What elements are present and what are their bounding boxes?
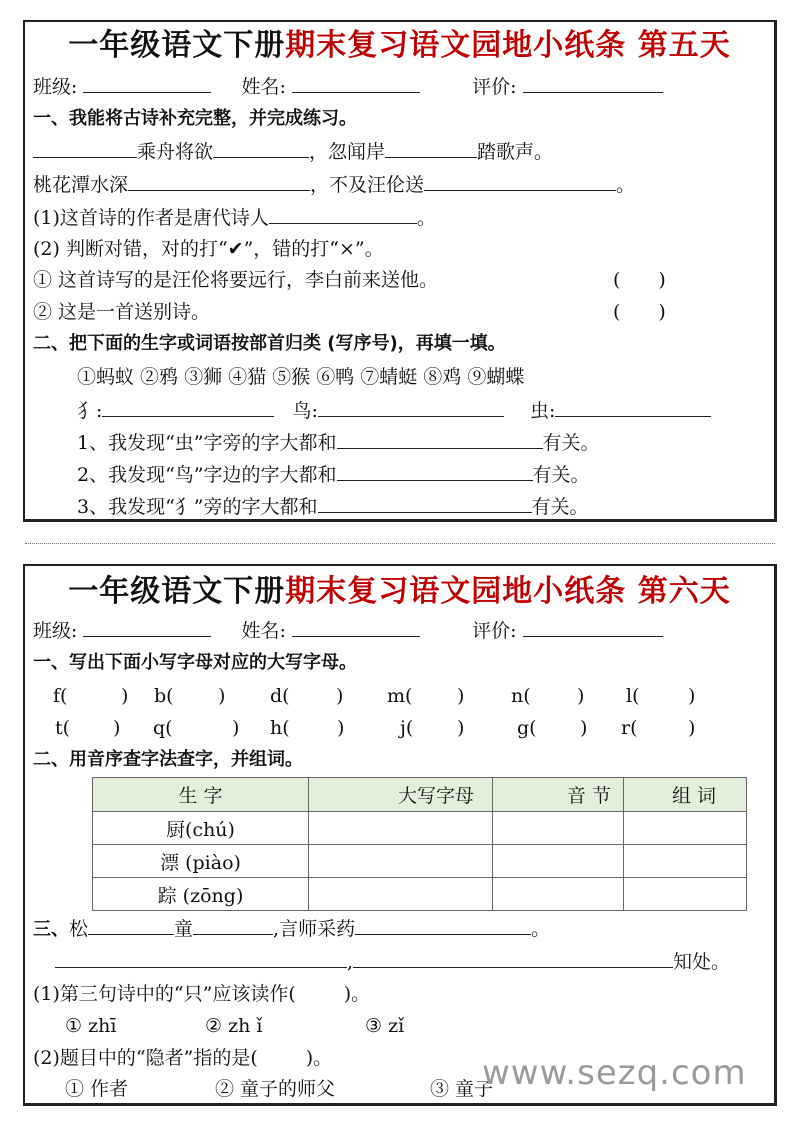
letter-close: ): [457, 717, 465, 739]
poem-text: ,言师采药: [273, 918, 356, 940]
fill-blank[interactable]: [337, 462, 533, 481]
option-2-zhi3: ② zh ǐ: [205, 1015, 263, 1037]
question-end: )。: [305, 1047, 333, 1069]
eval-field[interactable]: [523, 618, 663, 637]
option-2-teacher: ② 童子的师父: [215, 1078, 336, 1100]
judge-answer-box-2[interactable]: ( ): [613, 301, 666, 323]
cell-capital-input[interactable]: [309, 812, 493, 845]
judge-item-1: ① 这首诗写的是汪伦将要远行，李白前来送他。: [33, 269, 439, 291]
fill-blank[interactable]: [337, 430, 543, 449]
title-red-text: 期末复习语文园地小纸条 第五天: [285, 28, 731, 63]
fill-item-1: [77, 430, 600, 455]
poem-text: ，忽闻岸: [309, 141, 386, 163]
letter-j: j(: [400, 717, 414, 739]
table-row: [93, 812, 747, 845]
poem-line-2: [33, 172, 635, 197]
fill-text: 1、我发现“虫”字旁的字大都和: [77, 432, 337, 454]
author-blank[interactable]: [269, 205, 417, 224]
poem-text: 桃花潭水深: [33, 174, 129, 196]
question-hermit: [33, 1046, 332, 1070]
class-label: 班级:: [33, 76, 78, 98]
poem-text: 知处。: [673, 951, 731, 973]
watermark-text: www.sezq.com: [482, 1053, 747, 1093]
poem-blank[interactable]: [355, 916, 531, 935]
eval-label: 评价:: [472, 620, 517, 642]
question-text: (1)这首诗的作者是唐代诗人: [33, 207, 269, 229]
radical-row: [77, 398, 711, 423]
letter-close: ): [580, 717, 588, 739]
poem-blank[interactable]: [424, 172, 616, 191]
cell-word-input[interactable]: [624, 878, 747, 911]
table-row: [93, 845, 747, 878]
title-grade-text: 一年级语文下册: [68, 574, 286, 609]
letter-q: q(: [153, 717, 173, 739]
section3-prefix: 三、: [33, 919, 69, 940]
poem-text: 踏歌声。: [477, 141, 554, 163]
lookup-table: [92, 777, 747, 911]
student-info-row: [33, 74, 663, 99]
question-pronunciation: [33, 982, 370, 1006]
fill-text: 2、我发现“鸟”字边的字大都和: [77, 464, 337, 486]
question-text: (1)第三句诗中的“只”应该读作(: [33, 983, 296, 1005]
radical-blank-bird[interactable]: [318, 398, 504, 417]
section2-heading: 二、用音序查字法查字，并组词。: [33, 749, 303, 770]
option-3-zi3: ③ zǐ: [365, 1015, 405, 1037]
section1-heading: 一、我能将古诗补充完整，并完成练习。: [33, 108, 357, 129]
header-capital-letter: 大写字母: [309, 778, 493, 812]
poem-line-1: [33, 916, 550, 942]
poem-blank[interactable]: [33, 139, 137, 158]
worksheet-day6: [23, 564, 777, 1106]
judge-item-2: ② 这是一首送别诗。: [33, 301, 211, 323]
name-label: 姓名:: [241, 620, 286, 642]
letter-close: ): [688, 685, 696, 707]
letter-close: ): [121, 685, 129, 707]
cut-line-divider: [25, 543, 775, 544]
fill-text: 3、我发现“犭”旁的字大都和: [77, 496, 318, 518]
question-author: [33, 205, 436, 230]
letter-b: b(: [154, 685, 174, 707]
header-character: 生 字: [93, 778, 309, 812]
poem-blank[interactable]: [213, 139, 309, 158]
letter-h: h(: [270, 717, 290, 739]
poem-text: 童: [174, 918, 194, 940]
letter-m: m(: [387, 685, 413, 707]
option-1-zhi1: ① zhī: [65, 1015, 117, 1037]
letter-d: d(: [270, 685, 290, 707]
letter-close: ): [577, 685, 585, 707]
class-field[interactable]: [83, 74, 211, 93]
punct: 。: [416, 207, 436, 229]
radical-label-dog: 犭:: [77, 400, 103, 422]
header-word: 组 词: [624, 778, 747, 812]
radical-blank-dog[interactable]: [102, 398, 274, 417]
poem-text: 。: [531, 918, 551, 940]
question-end: )。: [343, 983, 371, 1005]
cell-character: 厨(chú): [93, 812, 309, 845]
letter-n: n(: [511, 685, 531, 707]
title-grade-text: 一年级语文下册: [68, 28, 286, 63]
poem-text: 。: [616, 174, 636, 196]
poem-line-1: [33, 139, 553, 164]
question-judge: (2) 判断对错，对的打“✔”，错的打“×”。: [33, 238, 384, 260]
poem-text: ,: [347, 951, 354, 973]
word-list: ①蚂蚁 ②鸦 ③狮 ④猫 ⑤猴 ⑥鸭 ⑦蜻蜓 ⑧鸡 ⑨蝴蝶: [77, 366, 525, 388]
poem-blank[interactable]: [88, 916, 174, 935]
section2-heading: 二、把下面的生字或词语按部首归类 (写序号)，再填一填。: [33, 333, 506, 354]
poem-blank[interactable]: [128, 172, 310, 191]
eval-label: 评价:: [472, 76, 517, 98]
name-field[interactable]: [292, 618, 420, 637]
poem-blank[interactable]: [193, 916, 273, 935]
letter-close: ): [688, 717, 696, 739]
worksheet-title: [25, 26, 774, 66]
question-text: (2)题目中的“隐者”指的是(: [33, 1047, 258, 1069]
cell-word-input[interactable]: [624, 845, 747, 878]
class-field[interactable]: [83, 618, 211, 637]
fill-end: 有关。: [532, 464, 590, 486]
cell-syllable-input[interactable]: [493, 812, 624, 845]
option-1-author: ① 作者: [65, 1078, 129, 1100]
radical-label-bird: 鸟:: [292, 400, 318, 422]
cell-character: 踪 (zōng): [93, 878, 309, 911]
poem-blank[interactable]: [353, 949, 673, 968]
letter-r: r(: [621, 717, 638, 739]
cell-syllable-input[interactable]: [493, 878, 624, 911]
fill-end: 有关。: [531, 496, 589, 518]
section1-heading: 一、写出下面小写字母对应的大写字母。: [33, 652, 357, 673]
title-red-text: 期末复习语文园地小纸条 第六天: [285, 574, 731, 609]
eval-field[interactable]: [523, 74, 663, 93]
fill-item-2: [77, 462, 590, 487]
letter-close: ): [232, 717, 240, 739]
poem-text: 乘舟将欲: [137, 141, 214, 163]
class-label: 班级:: [33, 620, 78, 642]
poem-text: ，不及汪伦送: [310, 174, 425, 196]
letter-l: l(: [626, 685, 640, 707]
fill-end: 有关。: [542, 432, 600, 454]
letter-close: ): [218, 685, 226, 707]
poem-text: 松: [69, 918, 89, 940]
letter-close: ): [337, 717, 345, 739]
poem-line-2: [55, 949, 730, 974]
letter-g: g(: [517, 717, 537, 739]
letter-f: f(: [53, 685, 68, 707]
cell-syllable-input[interactable]: [493, 845, 624, 878]
fill-item-3: [77, 494, 589, 519]
letter-t: t(: [55, 717, 71, 739]
table-header-row: [93, 778, 747, 812]
name-label: 姓名:: [241, 76, 286, 98]
poem-blank[interactable]: [55, 949, 347, 968]
cell-capital-input[interactable]: [309, 878, 493, 911]
worksheet-day5: [23, 20, 777, 522]
header-syllable: 音 节: [493, 778, 624, 812]
cell-word-input[interactable]: [624, 812, 747, 845]
letter-close: ): [457, 685, 465, 707]
letter-close: ): [113, 717, 121, 739]
poem-blank[interactable]: [385, 139, 477, 158]
cell-capital-input[interactable]: [309, 845, 493, 878]
radical-label-insect: 虫:: [530, 400, 556, 422]
student-info-row: [33, 618, 663, 643]
fill-blank[interactable]: [318, 494, 532, 513]
judge-answer-box-1[interactable]: ( ): [613, 269, 666, 291]
cell-character: 漂 (piào): [93, 845, 309, 878]
letter-close: ): [336, 685, 344, 707]
worksheet-title: [25, 572, 774, 612]
radical-blank-insect[interactable]: [555, 398, 711, 417]
option-3-boy: ③ 童子: [430, 1078, 494, 1100]
table-row: [93, 878, 747, 911]
name-field[interactable]: [292, 74, 420, 93]
